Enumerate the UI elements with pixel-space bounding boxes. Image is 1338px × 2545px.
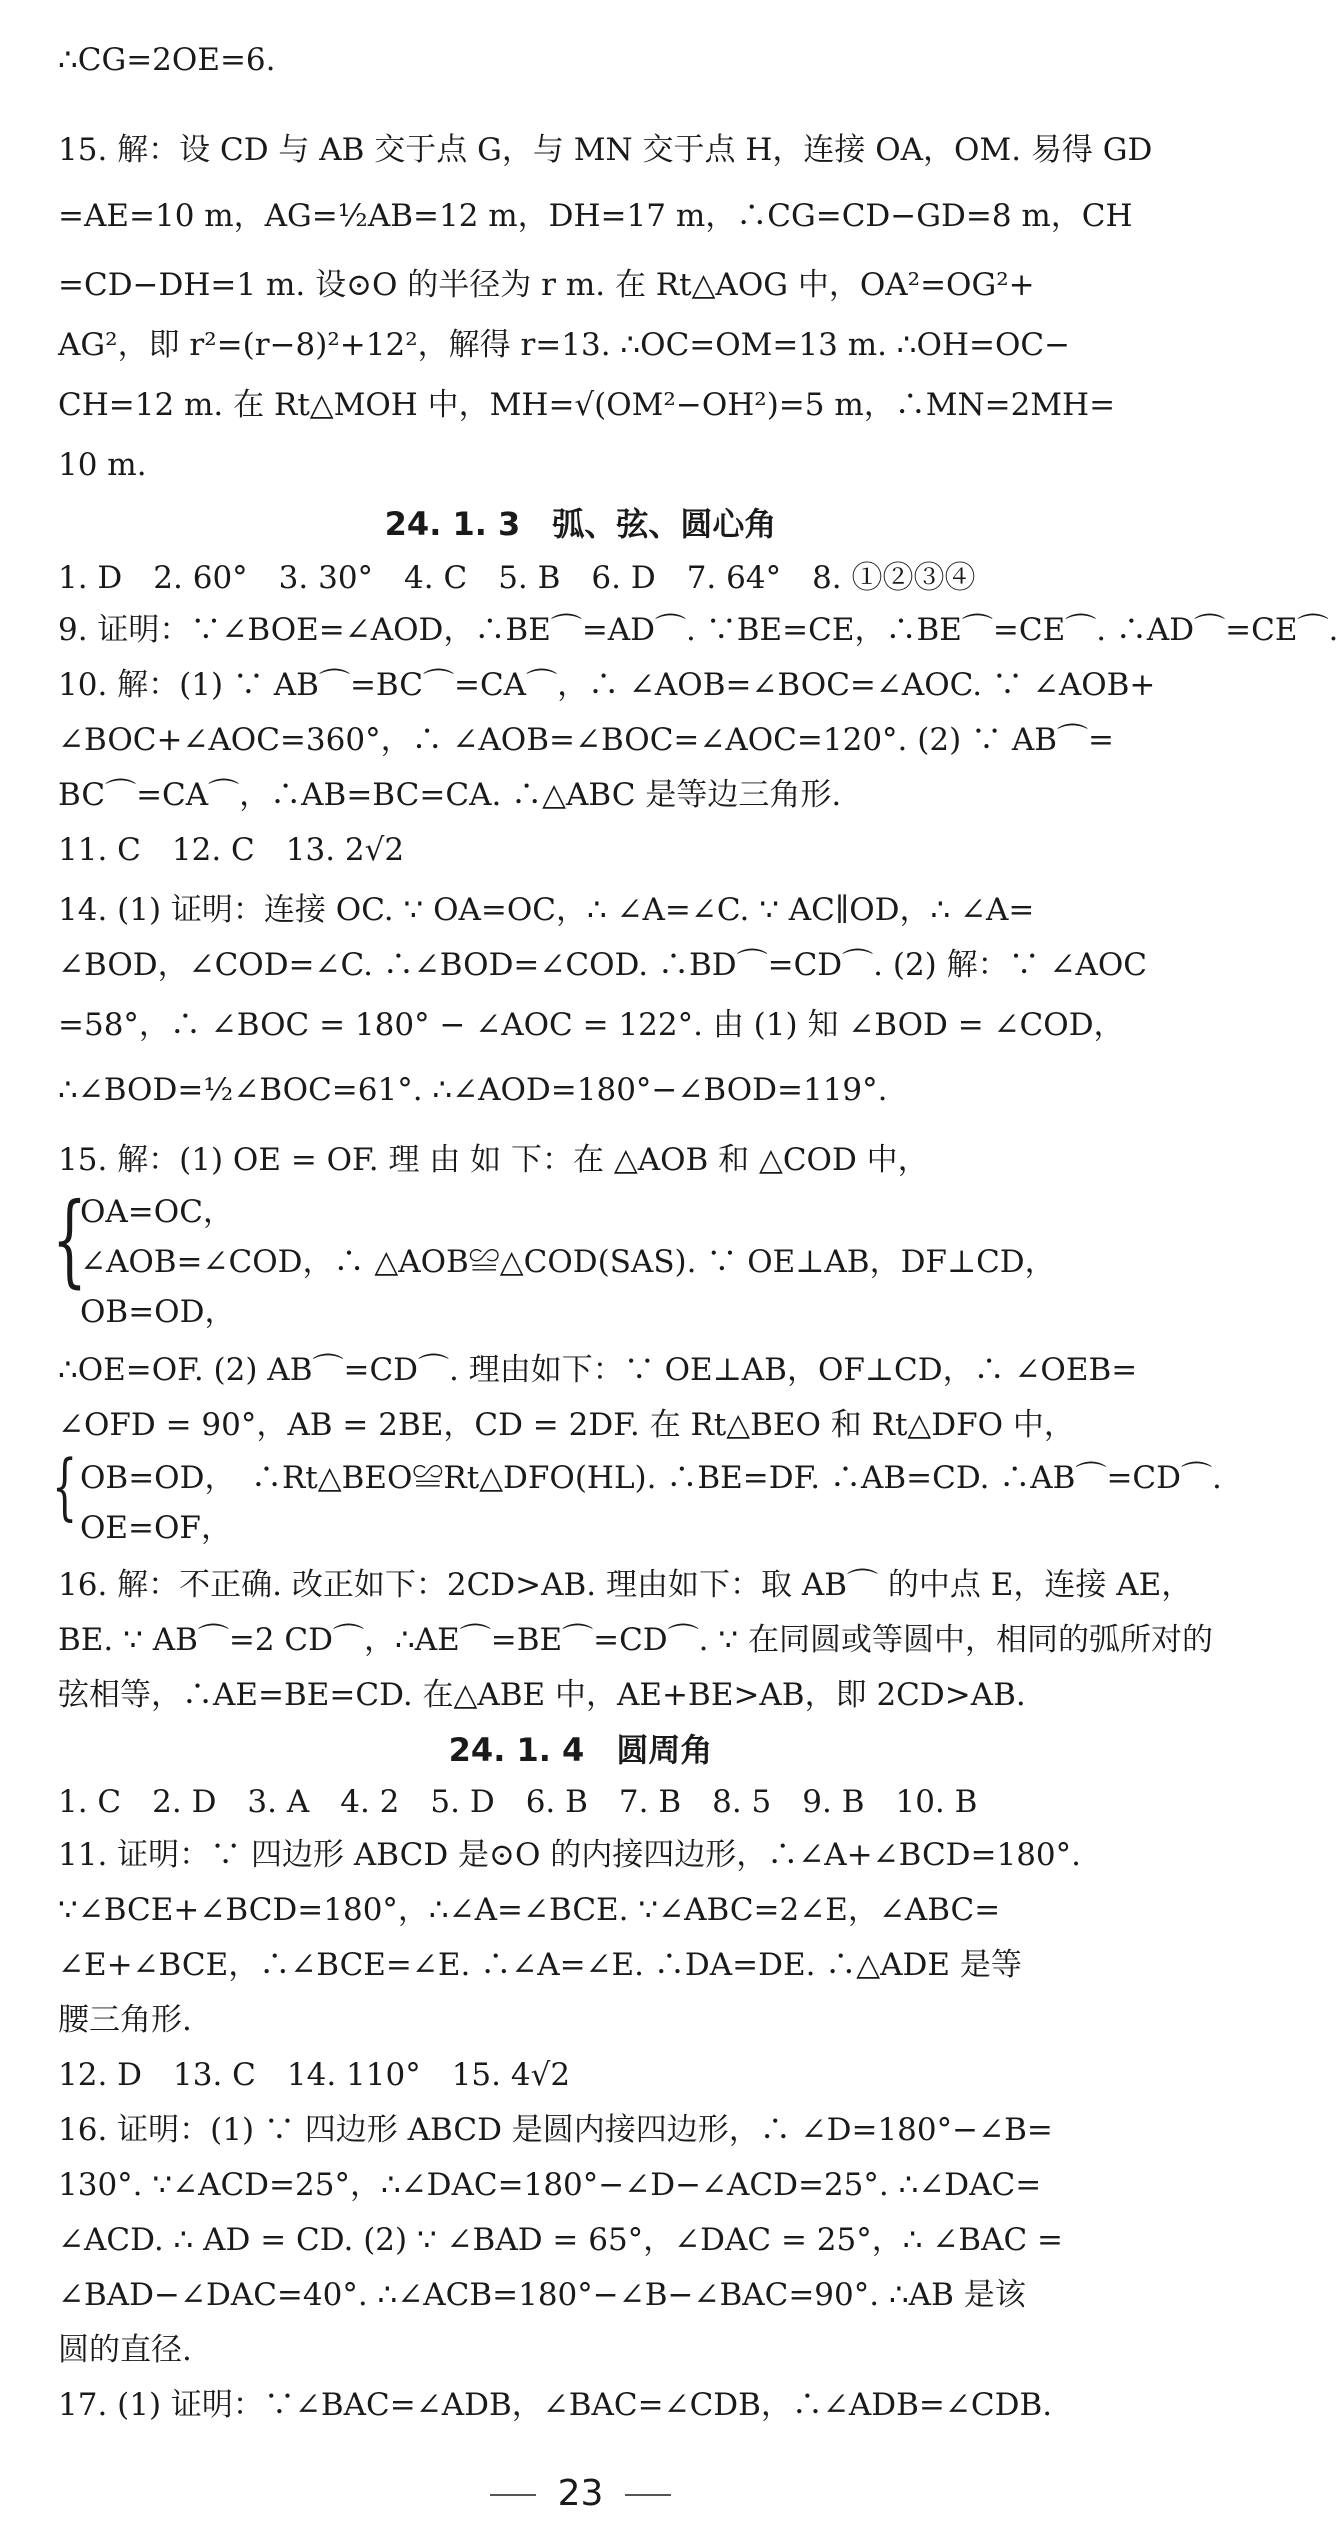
page-number (0, 2470, 1161, 2518)
section-heading: 24. 1. 4 圆周角 (448, 1731, 713, 1769)
text-line: 16. 证明：(1) ∵ 四边形 ABCD 是圆内接四边形，∴ ∠D=180°−∠B= (58, 2112, 1053, 2148)
text-line: 11. C 12. C 13. 2√2 (58, 832, 405, 868)
text-line: 1. C 2. D 3. A 4. 2 5. D 6. B 7. B 8. 5 9. B 10. B (58, 1784, 978, 1820)
text-line: OB=OD， ∴Rt△BEO≌Rt△DFO(HL). ∴BE=DF. ∴AB=CD. ∴AB⌒=CD⌒. (80, 1460, 1222, 1496)
text-line: 9. 证明：∵∠BOE=∠AOD，∴BE⌒=AD⌒. ∵BE=CE，∴BE⌒=CE⌒. ∴AD⌒=CE⌒. (58, 612, 1338, 648)
text-line: 16. 解：不正确. 改正如下：2CD>AB. 理由如下：取 AB⌒ 的中点 E，连接 AE， (58, 1567, 1193, 1603)
section-heading: 24. 1. 3 弧、弦、圆心角 (384, 505, 777, 543)
text-line: ∠BAD−∠DAC=40°. ∴∠ACB=180°−∠B−∠BAC=90°. ∴AB 是该 (58, 2277, 1026, 2313)
text-line: AG²，即 r²=(r−8)²+12²，解得 r=13. ∴OC=OM=13 m. ∴OH=OC− (58, 327, 1071, 363)
text-line: ∴CG=2OE=6. (58, 42, 276, 78)
text-line: ∵∠BCE+∠BCD=180°，∴∠A=∠BCE. ∵∠ABC=2∠E，∠ABC= (58, 1892, 1001, 1928)
text-line: ∠E+∠BCE，∴∠BCE=∠E. ∴∠A=∠E. ∴DA=DE. ∴△ADE 是等 (58, 1947, 1022, 1983)
left-brace: { (52, 1181, 87, 1298)
text-line: 1. D 2. 60° 3. 30° 4. C 5. B 6. D 7. 64° 8. ①②③④ (58, 560, 976, 596)
text-line: ∠BOD，∠COD=∠C. ∴∠BOD=∠COD. ∴BD⌒=CD⌒. (2) 解：∵ ∠AOC (58, 947, 1147, 983)
text-line: ∠OFD = 90°，AB = 2BE，CD = 2DF. 在 Rt△BEO 和 Rt△DFO 中， (58, 1407, 1075, 1443)
text-line: BC⌒=CA⌒，∴AB=BC=CA. ∴△ABC 是等边三角形. (58, 777, 842, 813)
text-line: ∴∠BOD=½∠BOC=61°. ∴∠AOD=180°−∠BOD=119°. (58, 1072, 888, 1108)
text-line: OE=OF， (80, 1510, 232, 1546)
text-line: OB=OD， (80, 1294, 236, 1330)
text-line: ∠ACD. ∴ AD = CD. (2) ∵ ∠BAD = 65°，∠DAC = 25°，∴ ∠BAC = (58, 2222, 1064, 2258)
text-line: 15. 解：(1) OE = OF. 理 由 如 下：在 △AOB 和 △COD 中， (58, 1142, 929, 1178)
text-line: =CD−DH=1 m. 设⊙O 的半径为 r m. 在 Rt△AOG 中，OA²=OG²+ (58, 267, 1035, 303)
text-line: 17. (1) 证明：∵∠BAC=∠ADB，∠BAC=∠CDB，∴∠ADB=∠CDB. (58, 2387, 1053, 2423)
text-line: BE. ∵ AB⌒=2 CD⌒，∴AE⌒=BE⌒=CD⌒. ∵ 在同圆或等圆中，相同的弧所对的 (58, 1622, 1213, 1658)
text-line: 14. (1) 证明：连接 OC. ∵ OA=OC，∴ ∠A=∠C. ∵ AC∥OD，∴ ∠A= (58, 892, 1035, 928)
text-line: ∠AOB=∠COD，∴ △AOB≌△COD(SAS). ∵ OE⊥AB，DF⊥CD， (80, 1244, 1056, 1280)
text-line: =58°，∴ ∠BOC = 180° − ∠AOC = 122°. 由 (1) 知 ∠BOD = ∠COD， (58, 1007, 1125, 1043)
text-line: OA=OC， (80, 1194, 234, 1230)
text-line: ∴OE=OF. (2) AB⌒=CD⌒. 理由如下：∵ OE⊥AB，OF⊥CD，∴ ∠OEB= (58, 1352, 1138, 1388)
text-line: 弦相等，∴AE=BE=CD. 在△ABE 中，AE+BE>AB，即 2CD>AB. (58, 1677, 1026, 1713)
text-line: 12. D 13. C 14. 110° 15. 4√2 (58, 2057, 571, 2093)
page-number-dash-right (625, 2494, 671, 2496)
text-line: ∠BOC+∠AOC=360°，∴ ∠AOB=∠BOC=∠AOC=120°. (2) ∵ AB⌒= (58, 722, 1115, 758)
page-number-dash-left (490, 2494, 536, 2496)
text-line: CH=12 m. 在 Rt△MOH 中，MH=√(OM²−OH²)=5 m，∴MN=2MH= (58, 387, 1116, 423)
text-line: =AE=10 m，AG=½AB=12 m，DH=17 m，∴CG=CD−GD=8 m，CH (58, 198, 1133, 234)
page-number-value: 23 (557, 2473, 604, 2514)
text-line: 10. 解：(1) ∵ AB⌒=BC⌒=CA⌒，∴ ∠AOB=∠BOC=∠AOC. ∵ ∠AOB+ (58, 667, 1156, 703)
text-line: 15. 解：设 CD 与 AB 交于点 G，与 MN 交于点 H，连接 OA，OM. 易得 GD (58, 132, 1153, 168)
text-line: 10 m. (58, 447, 147, 483)
text-line: 圆的直径. (58, 2332, 192, 2368)
text-line: 130°. ∵∠ACD=25°，∴∠DAC=180°−∠D−∠ACD=25°. ∴∠DAC= (58, 2167, 1042, 2203)
left-brace: { (52, 1444, 78, 1528)
text-line: 腰三角形. (58, 2002, 192, 2038)
text-line: 11. 证明：∵ 四边形 ABCD 是⊙O 的内接四边形，∴∠A+∠BCD=180°. (58, 1837, 1082, 1873)
